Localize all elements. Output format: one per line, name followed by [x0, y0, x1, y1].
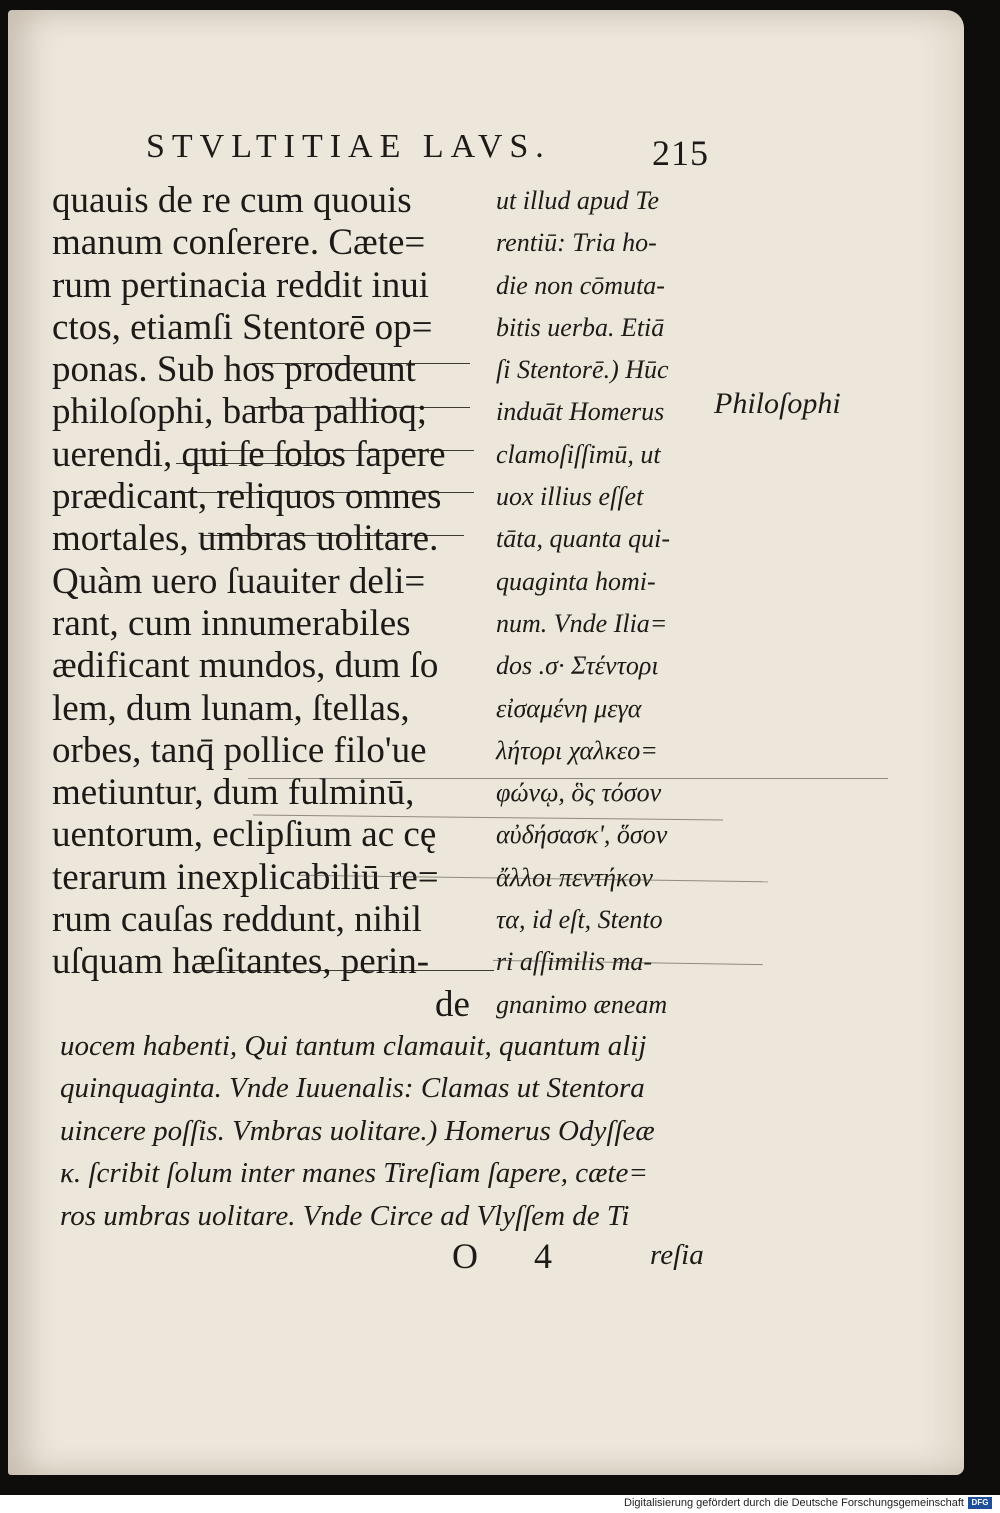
commentary-line: ri aſſimilis ma-: [496, 947, 653, 977]
main-text-line: quauis de re cum quouis: [52, 180, 412, 221]
strikethrough-barba-pallioq: [252, 407, 470, 408]
commentary-line: εἰσαμένη μεγα: [496, 693, 642, 723]
commentary-continuation-line: uincere poſſis. Vmbras uolitare.) Homerus Odyſſeæ: [60, 1114, 655, 1147]
dfg-logo: DFG: [968, 1497, 992, 1509]
commentary-line: φώνῳ, ὃς τόσον: [496, 778, 662, 808]
commentary-line: uox illius eſſet: [496, 482, 644, 512]
commentary-line: λήτορι χαλκεο=: [496, 735, 658, 765]
main-text-line: ctos, etiamſi Stentorē op=: [52, 306, 433, 348]
commentary-line: αὐδήσασκ', ὅσον: [496, 820, 668, 850]
main-text-line: rant, cum innumerabiles: [52, 602, 411, 644]
commentary-continuation-line: κ. ſcribit ſolum inter manes Tireſiam ſapere, cæte=: [60, 1157, 648, 1190]
main-text-line: metiuntur, dum fulminū,: [52, 772, 415, 814]
main-text-line: philoſophi, barba pallioq;: [52, 391, 428, 433]
main-text-line: terarum inexplicabiliū re=: [52, 856, 439, 898]
commentary-column: [496, 180, 714, 1026]
main-text-line: orbes, tanq̄ pollice filo'ue: [52, 729, 427, 771]
pencil-rule-1: [248, 778, 888, 779]
main-text-line: manum conſerere. Cæte=: [52, 222, 426, 264]
main-text-line: uentorum, eclipſium ac cę: [52, 814, 437, 856]
underline-haesitantes: [194, 970, 494, 971]
main-text-line: uſquam hæſitantes, perin-: [52, 941, 430, 983]
strikethrough-qui-se-solos: [194, 450, 474, 451]
commentary-line: dos .σ· Στέντορι: [496, 651, 659, 681]
margin-note-philosophi: Philoſophi: [714, 387, 841, 420]
main-text-line: Quàm uero ſuauiter deli=: [52, 560, 426, 602]
main-text-last-line: de: [435, 984, 470, 1025]
running-title: STVLTITIAE LAVS.: [146, 128, 551, 165]
main-text-line: ædificant mundos, dum ſo: [52, 645, 439, 687]
signature-letter: O: [452, 1236, 478, 1276]
commentary-line: clamoſiſſimū, ut: [496, 439, 661, 469]
commentary-line: bitis uerba. Etiā: [496, 312, 665, 342]
commentary-line: rentiū: Tria ho-: [496, 228, 657, 258]
strikethrough-reliquos: [170, 492, 474, 493]
underline-qui-se: [176, 463, 336, 464]
commentary-line: quaginta homi-: [496, 566, 656, 596]
main-text-line: prædicant, reliquos omnes: [52, 476, 442, 518]
book-page: [8, 10, 964, 1475]
commentary-line: τα, id eſt, Stento: [496, 905, 663, 935]
catchword: reſia: [650, 1239, 704, 1271]
digitization-credit: Digitalisierung gefördert durch die Deutsche Forschungsgemeinschaft: [624, 1497, 964, 1509]
main-text-line: ponas. Sub hos prodeunt: [52, 349, 416, 391]
commentary-continuation: [60, 1025, 720, 1237]
commentary-line: num. Vnde Ilia=: [496, 608, 668, 638]
main-text-line: rum pertinacia reddit inui: [52, 264, 430, 306]
commentary-line: ut illud apud Te: [496, 186, 660, 215]
commentary-continuation-line: ros umbras uolitare. Vnde Circe ad Vlyſſem de Ti: [60, 1199, 630, 1232]
main-text-line: mortales, umbras uolitare.: [52, 518, 439, 560]
commentary-line: induāt Homerus: [496, 397, 665, 427]
main-text-column: [52, 180, 482, 984]
commentary-line: ἄλλοι πεντήκον: [496, 862, 653, 892]
strikethrough-hos-prodeunt: [252, 363, 470, 364]
page-number: 215: [652, 133, 709, 173]
commentary-continuation-line: quinquaginta. Vnde Iuuenalis: Clamas ut Stentora: [60, 1072, 645, 1105]
main-text-line: lem, dum lunam, ſtellas,: [52, 687, 410, 729]
strikethrough-umbras: [202, 535, 464, 536]
main-text-line: uerendi, qui ſe ſolos ſapere: [52, 433, 446, 475]
main-text-line: rum cauſas reddunt, nihil: [52, 899, 422, 941]
commentary-line: gnanimo æneam: [496, 989, 668, 1019]
commentary-line: ſi Stentorē.) Hūc: [496, 355, 669, 385]
commentary-line: die non cōmuta-: [496, 270, 665, 300]
commentary-continuation-line: uocem habenti, Qui tantum clamauit, quantum alij: [60, 1030, 647, 1062]
commentary-line: tāta, quanta qui-: [496, 524, 671, 554]
signature-number: 4: [534, 1236, 552, 1276]
